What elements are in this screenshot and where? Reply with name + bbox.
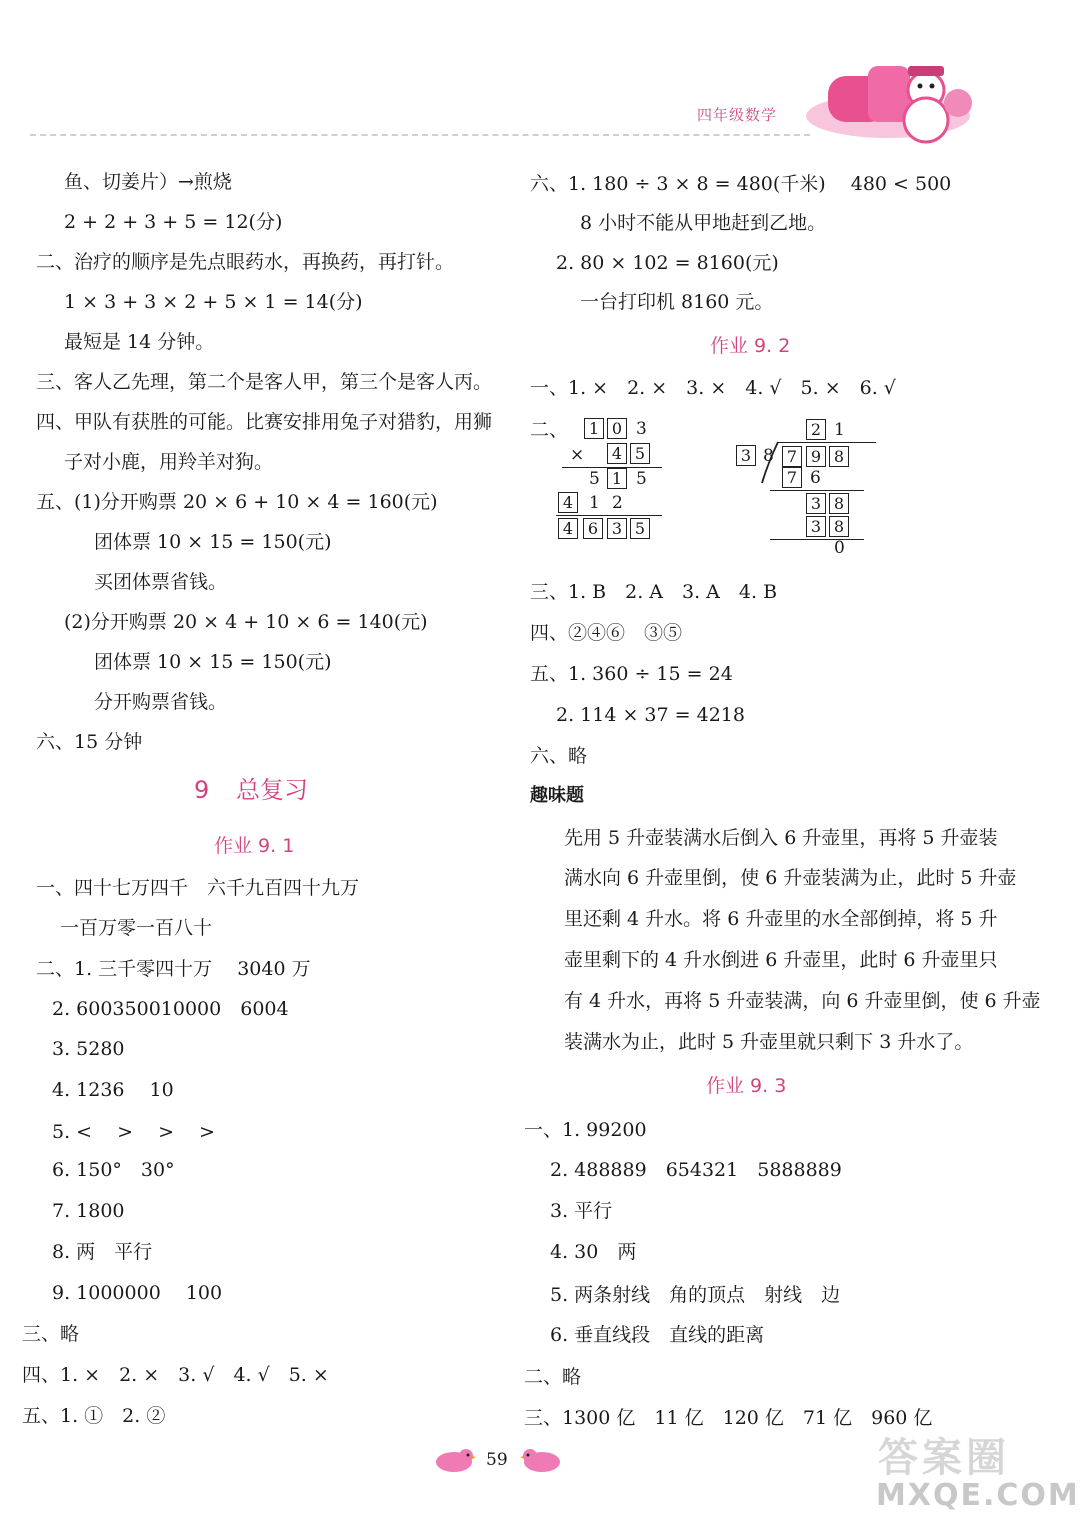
answer-box: 7	[782, 446, 802, 467]
answer-box: 4	[558, 492, 578, 513]
answer-line: 最短是 14 分钟。	[64, 331, 215, 353]
answer-line: 一、1. 99200	[524, 1119, 647, 1141]
calc-rule	[770, 539, 864, 540]
answer-line: 四、②④⑥ ③⑤	[530, 622, 683, 644]
answer-line: 二、略	[524, 1366, 582, 1388]
watermark-logo: 答案圈	[878, 1435, 1010, 1481]
digit: 6	[810, 468, 821, 488]
digit: 1	[834, 420, 845, 440]
answer-line: 三、1300 亿 11 亿 120 亿 71 亿 960 亿	[524, 1407, 933, 1429]
answer-line: (2)分开购票 20 × 4 + 10 × 6 = 140(元)	[64, 611, 428, 633]
answer-line: 买团体票省钱。	[94, 571, 228, 593]
answer-line: 六、15 分钟	[36, 731, 143, 753]
answer-line: 鱼、切姜片）→煎烧	[64, 171, 232, 193]
answer-line: 团体票 10 × 15 = 150(元)	[94, 531, 332, 553]
answer-box: 1	[607, 468, 627, 489]
answer-box: 3	[736, 445, 756, 466]
homework-heading: 作业 9. 2	[710, 335, 791, 357]
times-sign: ×	[570, 445, 585, 465]
answer-line: 1 × 3 + 3 × 2 + 5 × 1 = 14(分)	[64, 291, 363, 313]
answer-line: 二、	[530, 419, 569, 441]
answer-box: 3	[806, 493, 826, 514]
answer-box: 7	[782, 467, 802, 488]
homework-heading: 作业 9. 3	[706, 1075, 787, 1097]
digit: 2	[612, 493, 623, 513]
answer-line: 4. 1236 10	[52, 1079, 174, 1101]
answer-line: 二、治疗的顺序是先点眼药水，再换药，再打针。	[36, 251, 455, 273]
answer-box: 1	[584, 418, 604, 439]
answer-line: 6. 150° 30°	[52, 1159, 175, 1181]
homework-heading: 作业 9. 1	[214, 835, 295, 857]
digit: 1	[589, 493, 600, 513]
answer-box: 6	[583, 518, 603, 539]
answer-line: 三、客人乙先理，第二个是客人甲，第三个是客人丙。	[36, 371, 493, 393]
answer-box: 3	[607, 518, 627, 539]
calc-rule	[770, 490, 864, 491]
answer-box: 4	[607, 443, 627, 464]
answer-box: 5	[630, 443, 650, 464]
answer-line: 2. 600350010000 6004	[52, 998, 289, 1020]
answer-line: 7. 1800	[52, 1200, 125, 1222]
answer-line: 9. 1000000 100	[52, 1282, 223, 1304]
digit: 5	[589, 469, 600, 489]
answer-line: 三、1. B 2. A 3. A 4. B	[530, 581, 778, 603]
answer-line: 分开购票省钱。	[94, 691, 228, 713]
answer-line: 团体票 10 × 15 = 150(元)	[94, 651, 332, 673]
answer-line: 3. 平行	[550, 1200, 613, 1222]
answer-line: 3. 5280	[52, 1038, 125, 1060]
paragraph-line: 有 4 升水，再将 5 升壶装满，向 6 升壶里倒，使 6 升壶	[564, 990, 1041, 1012]
answer-line: 8 小时不能从甲地赶到乙地。	[580, 212, 827, 234]
paragraph-line: 里还剩 4 升水。将 6 升壶里的水全部倒掉，将 5 升	[564, 908, 998, 930]
digit: 3	[636, 419, 647, 439]
bird-icon	[520, 1444, 566, 1474]
answer-line: 五、(1)分开购票 20 × 6 + 10 × 4 = 160(元)	[36, 491, 438, 513]
digit: 0	[834, 538, 845, 558]
snowman-house-icon	[808, 58, 973, 138]
answer-line: 5. 两条射线 角的顶点 射线 边	[550, 1284, 841, 1306]
calc-rule	[556, 515, 662, 516]
answer-line: 四、甲队有获胜的可能。比赛安排用兔子对猎豹，用狮	[36, 411, 493, 433]
answer-line: 子对小鹿，用羚羊对狗。	[64, 451, 274, 473]
answer-line: 二、1. 三千零四十万 3040 万	[36, 958, 311, 980]
answer-line: 四、1. × 2. × 3. √ 4. √ 5. ×	[22, 1364, 329, 1386]
answer-box: 4	[558, 518, 578, 539]
answer-box: 5	[630, 518, 650, 539]
header-decoration	[808, 58, 973, 142]
digit: 5	[636, 469, 647, 489]
answer-line: 一、1. × 2. × 3. × 4. √ 5. × 6. √	[530, 377, 896, 399]
bird-icon	[430, 1444, 476, 1474]
answer-line: 六、略	[530, 745, 588, 767]
answer-box: 3	[806, 516, 826, 537]
paragraph-line: 满水向 6 升壶里倒，使 6 升壶装满为止，此时 5 升壶	[564, 867, 1017, 889]
answer-line: 2. 80 × 102 = 8160(元)	[556, 252, 779, 274]
header-title: 四年级数学	[697, 106, 778, 124]
answer-line: 8. 两 平行	[52, 1241, 153, 1263]
paragraph-line: 先用 5 升壶装满水后倒入 6 升壶里，再将 5 升壶装	[564, 827, 998, 849]
answer-line: 2. 488889 654321 5888889	[550, 1159, 842, 1181]
answer-line: 6. 垂直线段 直线的距离	[550, 1324, 765, 1346]
answer-box: 8	[829, 493, 849, 514]
answer-line: 三、略	[22, 1323, 80, 1345]
answer-line: 一台打印机 8160 元。	[580, 291, 774, 313]
division-bar	[778, 442, 876, 443]
answer-line: 一、四十七万四千 六千九百四十九万	[36, 877, 360, 899]
section-title: 总复习	[236, 776, 308, 804]
answer-box: 8	[829, 516, 849, 537]
answer-line: 4. 30 两	[550, 1241, 637, 1263]
answer-line: 六、1. 180 ÷ 3 × 8 = 480(千米) 480 < 500	[530, 173, 952, 195]
answer-line: 2. 114 × 37 = 4218	[556, 704, 745, 726]
watermark-text: MXQE.COM	[876, 1478, 1080, 1513]
answer-line: 5. < > > >	[52, 1121, 215, 1143]
answer-box: 2	[806, 419, 826, 440]
paragraph-line: 壶里剩下的 4 升水倒进 6 升壶里，此时 6 升壶里只	[564, 949, 998, 971]
answer-box: 0	[607, 418, 627, 439]
page-number: 59	[486, 1450, 508, 1470]
answer-line: 五、1. ① 2. ②	[22, 1405, 166, 1427]
answer-line: 一百万零一百八十	[60, 917, 213, 939]
answer-line: 五、1. 360 ÷ 15 = 24	[530, 663, 733, 685]
fun-question-heading: 趣味题	[530, 785, 584, 806]
header-divider	[30, 134, 810, 136]
section-number: 9	[194, 776, 210, 804]
answer-box: 9	[806, 446, 826, 467]
digit: 8	[763, 446, 774, 466]
answer-box: 8	[829, 446, 849, 467]
paragraph-line: 装满水为止，此时 5 升壶里就只剩下 3 升水了。	[564, 1031, 974, 1053]
answer-line: 2 + 2 + 3 + 5 = 12(分)	[64, 211, 283, 233]
